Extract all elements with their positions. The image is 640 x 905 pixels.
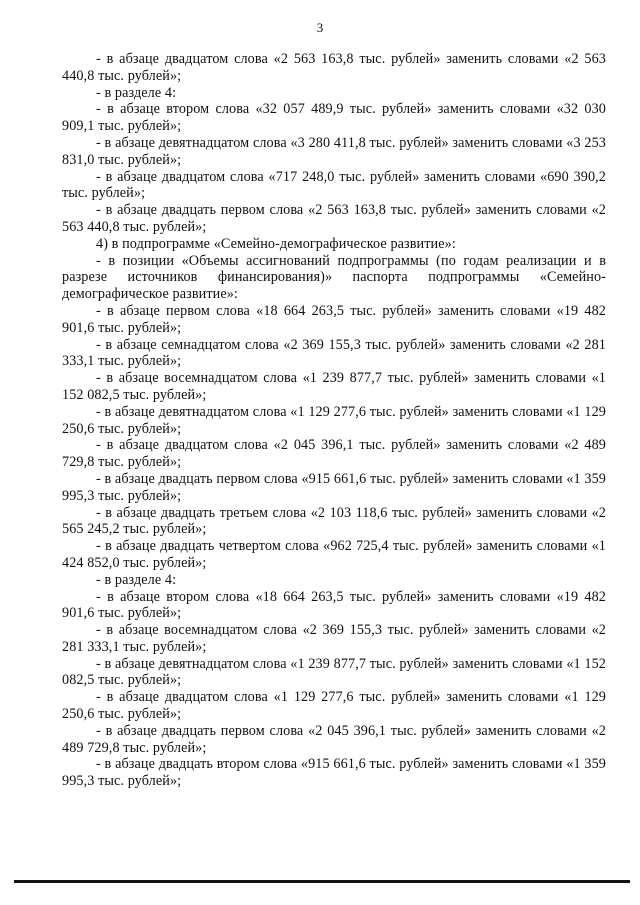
paragraph: 4) в подпрограмме «Семейно-демографическое развитие»:: [96, 235, 456, 252]
paragraph: - в абзаце двадцать третьем слова «2 103 118,6 тыс. рублей» заменить словами «2 565 245,2 тыс. рублей»;: [62, 504, 606, 538]
paragraph: - в абзаце двадцатом слова «717 248,0 тыс. рублей» заменить словами «690 390,2 тыс. рублей»;: [62, 168, 606, 202]
paragraph: - в абзаце двадцать первом слова «915 661,6 тыс. рублей» заменить словами «1 359 995,3 тыс. рублей»;: [62, 470, 606, 504]
paragraph: - в абзаце восемнадцатом слова «2 369 155,3 тыс. рублей» заменить словами «2 281 333,1 тыс. рублей»;: [62, 622, 606, 655]
paragraph: - в абзаце двадцатом слова «2 563 163,8 тыс. рублей» заменить словами «2 563 440,8 тыс. рублей»;: [62, 51, 606, 84]
paragraph: - в абзаце двадцать первом слова «2 563 163,8 тыс. рублей» заменить словами «2 563 440,8 тыс. рублей»;: [62, 202, 606, 235]
document-body: [62, 51, 606, 790]
paragraph: - в разделе 4:: [96, 84, 177, 101]
paragraph: - в разделе 4:: [96, 571, 177, 588]
paragraph: - в абзаце девятнадцатом слова «1 239 877,7 тыс. рублей» заменить словами «1 152 082,5 тыс. рублей»;: [62, 655, 606, 689]
paragraph: - в абзаце двадцатом слова «1 129 277,6 тыс. рублей» заменить словами «1 129 250,6 тыс. рублей»;: [62, 689, 606, 723]
paragraph: - в абзаце первом слова «18 664 263,5 тыс. рублей» заменить словами «19 482 901,6 тыс. рублей»;: [62, 302, 606, 336]
paragraph: - в абзаце восемнадцатом слова «1 239 877,7 тыс. рублей» заменить словами «1 152 082,5 тыс. рублей»;: [62, 370, 606, 403]
page-number: 3: [316, 20, 324, 35]
paragraph: - в позиции «Объемы ассигнований подпрограммы (по годам реализации и в разрезе источников финансирования)» паспорта подпрограммы «Семейно-демографическое развитие»:: [62, 252, 606, 303]
paragraph: - в абзаце девятнадцатом слова «1 129 277,6 тыс. рублей» заменить словами «1 129 250,6 тыс. рублей»;: [62, 403, 606, 437]
paragraph: - в абзаце втором слова «32 057 489,9 тыс. рублей» заменить словами «32 030 909,1 тыс. рублей»;: [62, 101, 606, 135]
paragraph: - в абзаце двадцать первом слова «2 045 396,1 тыс. рублей» заменить словами «2 489 729,8 тыс. рублей»;: [62, 722, 606, 756]
bottom-rule: [14, 880, 630, 883]
paragraph: - в абзаце девятнадцатом слова «3 280 411,8 тыс. рублей» заменить словами «3 253 831,0 тыс. рублей»;: [62, 134, 606, 168]
paragraph: - в абзаце двадцатом слова «2 045 396,1 тыс. рублей» заменить словами «2 489 729,8 тыс. рублей»;: [62, 437, 606, 471]
paragraph: - в абзаце двадцать втором слова «915 661,6 тыс. рублей» заменить словами «1 359 995,3 тыс. рублей»;: [62, 756, 606, 790]
paragraph: - в абзаце семнадцатом слова «2 369 155,3 тыс. рублей» заменить словами «2 281 333,1 тыс. рублей»;: [62, 336, 606, 370]
paragraph: - в абзаце втором слова «18 664 263,5 тыс. рублей» заменить словами «19 482 901,6 тыс. рублей»;: [62, 588, 606, 622]
paragraph: - в абзаце двадцать четвертом слова «962 725,4 тыс. рублей» заменить словами «1 424 852,0 тыс. рублей»;: [62, 538, 606, 571]
